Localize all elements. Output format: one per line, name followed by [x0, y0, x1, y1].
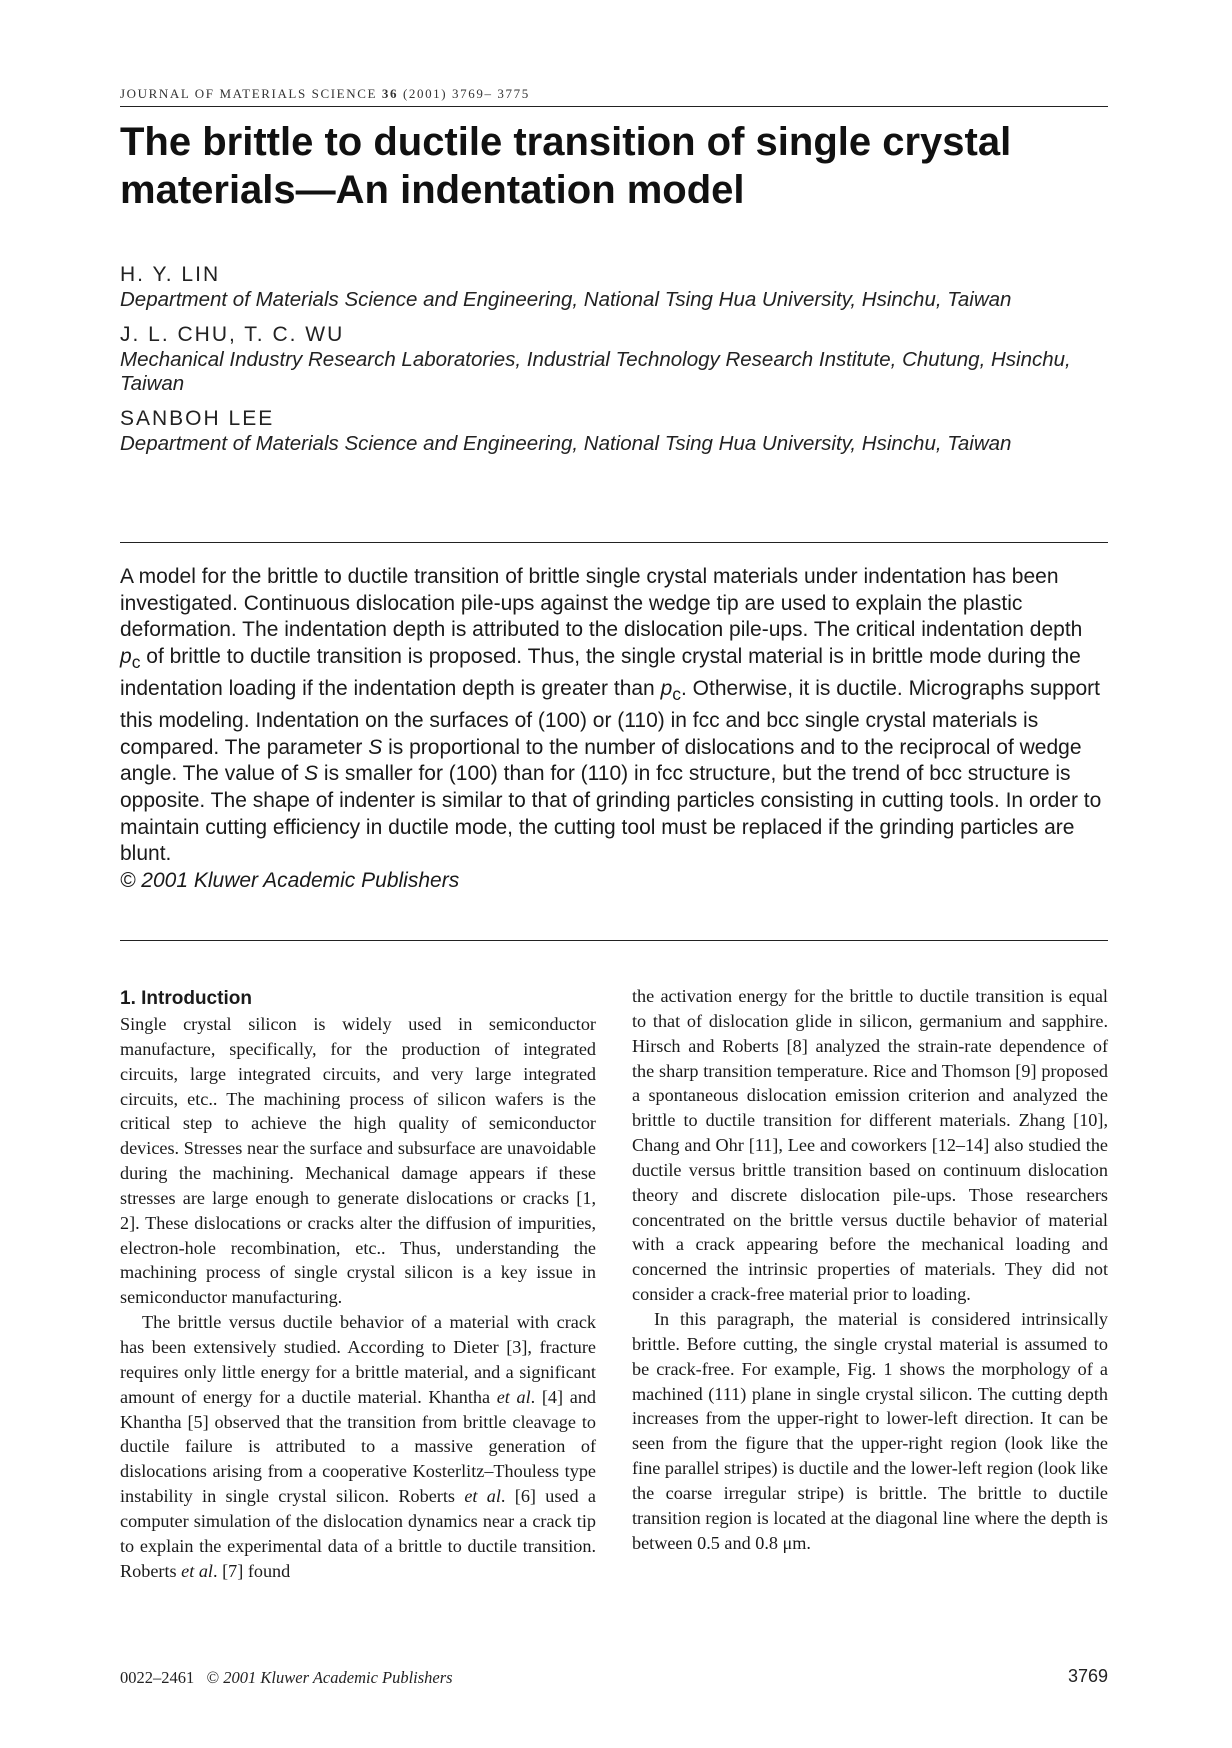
abstract-text: A model for the brittle to ductile transition of brittle single crystal materials under indentation has been investigated. Continuous dislocation pile-ups against the wedge tip are used to explain the plastic deformation. The indentation depth is attributed to the dislocation pile-ups. The critical indentation depth: [120, 565, 1083, 642]
symbol-p: p: [660, 677, 673, 700]
body-paragraph: Single crystal silicon is widely used in semiconductor manufacture, specifically, for the production of integrated circuits, large integrated circuits, and very large integrated circuits, etc.. The machining process of silicon wafers is the critical step to achieve the high quality of semiconductor devices. Stresses near the surface and subsurface are unavoidable during the machining. Mechanical damage appears if these stresses are large enough to generate dislocations or cracks [1, 2]. These dislocations or cracks alter the diffusion of impurities, electron-hole recombination, etc.. Thus, understanding the machining process of single crystal silicon is a key issue in semiconductor manufacturing.: [120, 1014, 596, 1308]
abstract: [120, 564, 1108, 895]
et-al: et al: [496, 1386, 531, 1407]
body-text: . [7] found: [212, 1560, 291, 1581]
author-block: [120, 322, 1108, 396]
journal-year-pages: (2001) 3769– 3775: [402, 86, 530, 101]
footer-left: [120, 1668, 453, 1688]
symbol-subscript: c: [672, 684, 682, 705]
journal-name: JOURNAL OF MATERIALS SCIENCE: [120, 86, 378, 101]
paper-page: [120, 0, 1108, 1748]
et-al: et al: [181, 1560, 213, 1581]
body-text: The brittle versus ductile behavior of a material with crack has been extensively studied. According to Dieter [3], fracture requires only little energy for a brittle material, and a significant amount of energy for a ductile material. Khantha: [120, 1312, 596, 1407]
body-text: . [4] and Khantha [5] observed that the transition from brittle cleavage to ductile failure is attributed to a massive generation of dislocations arising from a cooperative Kosterlitz–Thouless type instability in single crystal silicon. Roberts: [120, 1386, 597, 1507]
copyright-symbol: ©: [206, 1668, 220, 1687]
abstract-copyright: © 2001 Kluwer Academic Publishers: [120, 869, 460, 893]
abstract-text: of brittle to ductile transition is proposed. Thus, the single crystal material is in brittle mode during the indentation loading if the indentation depth is greater than: [120, 645, 1081, 700]
author-name: SANBOH LEE: [120, 407, 275, 430]
abstract-text: . Otherwise, it is ductile. Micrographs support this modeling. Indentation on the surfaces of (100) or (110) in fcc and bcc single crystal materials is compared. The parameter: [120, 677, 1101, 759]
author-name: J. L. CHU, T. C. WU: [120, 323, 345, 346]
left-column: [120, 986, 596, 1583]
author-affiliation: Department of Materials Science and Engineering, National Tsing Hua University, Hsinchu, Taiwan: [120, 288, 1012, 311]
page-number: 3769: [1067, 1666, 1108, 1686]
abstract-bottom-rule: [120, 940, 1108, 941]
symbol-subscript: c: [131, 652, 141, 673]
journal-volume: 36: [381, 86, 399, 101]
abstract-text: is proportional to the number of dislocations and to the reciprocal of wedge angle. The value of: [120, 735, 1082, 786]
author-list: [120, 262, 1108, 466]
body-paragraph: the activation energy for the brittle to ductile transition is equal to that of dislocation glide in silicon, germanium and sapphire. Hirsch and Roberts [8] analyzed the strain-rate dependence of the sharp transition temperature. Rice and Thomson [9] proposed a spontaneous dislocation emission criterion and analyzed the brittle to ductile transition for different materials. Zhang [10], Chang and Ohr [11], Lee and coworkers [12–14] also studied the ductile versus brittle transition based on continuum dislocation theory and discrete dislocation pile-ups. Those researchers concentrated on the brittle versus ductile behavior of material with a crack appearing before the mechanical loading and concerned the intrinsic properties of materials. They did not consider a crack-free material prior to loading.: [632, 986, 1108, 1305]
body-paragraph: [120, 1310, 596, 1583]
author-affiliation: Mechanical Industry Research Laboratories, Industrial Technology Research Institute, Chutung, Hsinchu, Taiwan: [120, 348, 1071, 395]
issn: 0022–2461: [120, 1668, 195, 1687]
author-block: [120, 262, 1108, 312]
body-text: . [6] used a computer simulation of the dislocation dynamics near a crack tip to explain the experimental data of a brittle to ductile transition. Roberts: [120, 1486, 596, 1581]
abstract-top-rule: [120, 542, 1108, 543]
section-heading: 1. Introduction: [120, 988, 252, 1009]
body-paragraph: In this paragraph, the material is considered intrinsically brittle. Before cutting, the single crystal material is assumed to be crack-free. For example, Fig. 1 shows the morphology of a machined (111) plane in single crystal silicon. The cutting depth increases from the upper-right to lower-left direction. It can be seen from the figure that the upper-right region (look like the fine parallel stripes) is ductile and the lower-left region (look like the coarse irregular stripe) is brittle. The brittle to ductile transition region is located at the diagonal line where the depth is between 0.5 and 0.8 μm.: [632, 1308, 1108, 1553]
running-head: [120, 86, 1108, 102]
paper-title: The brittle to ductile transition of single crystal materials—An indentation model: [120, 120, 1012, 212]
author-name: H. Y. LIN: [120, 263, 221, 286]
symbol-p: p: [120, 645, 132, 669]
author-affiliation: Department of Materials Science and Engineering, National Tsing Hua University, Hsinchu, Taiwan: [120, 432, 1012, 455]
footer-publisher: 2001 Kluwer Academic Publishers: [223, 1668, 453, 1687]
symbol-s: S: [368, 735, 383, 759]
abstract-text: is smaller for (100) than for (110) in fcc structure, but the trend of bcc structure is opposite. The shape of indenter is similar to that of grinding particles consisting in cutting tools. In order to maintain cutting efficiency in ductile mode, the cutting tool must be replaced if the grinding particles are blunt.: [120, 762, 1102, 866]
author-block: [120, 406, 1108, 456]
right-column: [632, 984, 1108, 1555]
symbol-s: S: [304, 762, 319, 786]
header-rule: [120, 106, 1108, 107]
et-al: et al: [464, 1486, 501, 1507]
